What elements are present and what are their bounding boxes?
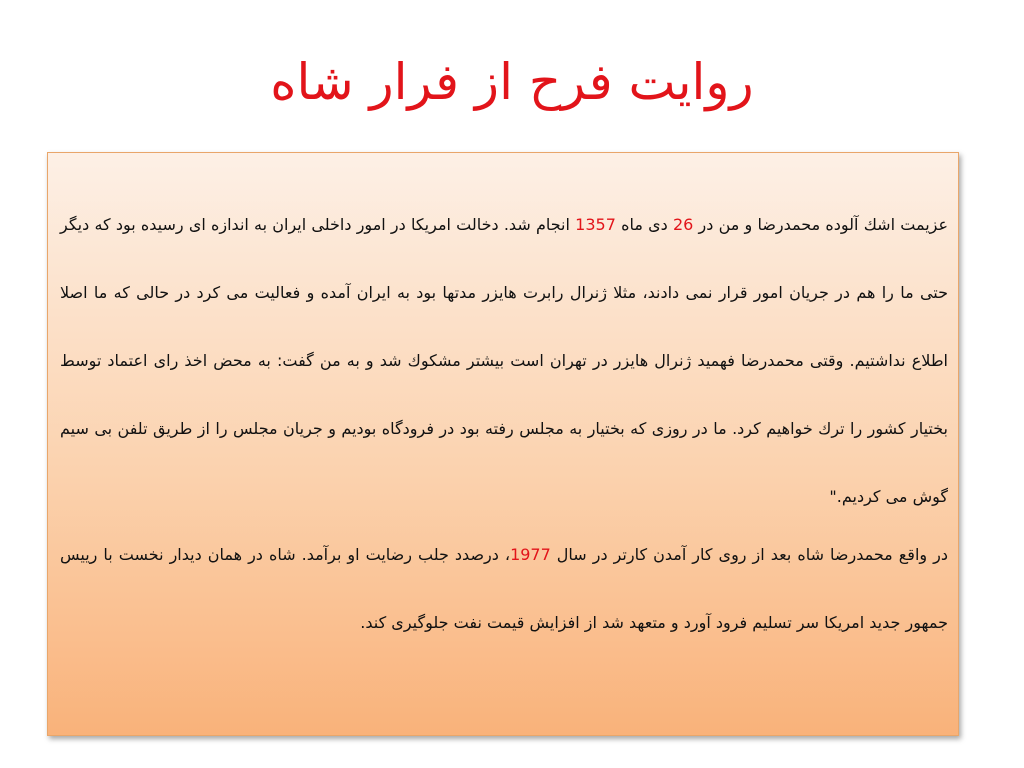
year-number-1357: 1357 [575, 215, 616, 234]
day-number: 26 [672, 215, 694, 234]
paragraph-2 [60, 521, 948, 657]
paragraph-1-text-1: عزیمت اشك آلوده محمدرضا و من در [693, 215, 949, 234]
paragraph-1 [60, 191, 948, 531]
year-number-1977: 1977 [510, 545, 551, 564]
content-box [47, 152, 959, 736]
slide-title: روایت فرح از فرار شاه [270, 53, 754, 111]
paragraph-1-text-2: دی ماه [615, 215, 673, 234]
paragraph-2-text-2: ، درصدد جلب رضایت او برآمد. شاه در همان دیدار نخست با رییس جمهور جدید امریكا سر تسلیم فرود آورد و متعهد شد از افزایش قیمت نفت جلوگیری كند. [60, 545, 948, 632]
paragraph-2-text-1: در واقع محمدرضا شاه بعد از روی كار آمدن كارتر در سال [550, 545, 948, 564]
paragraph-1-text-3: انجام شد. دخالت امریكا در امور داخلی ایران به اندازه ای رسیده بود كه دیگر حتی ما را هم در جریان امور قرار نمی دادند، مثلا ژنرال رابرت هایزر مدتها بود به ایران آمده و فعالیت می كرد در حالی كه ما اصلا اطلاع نداشتیم. وقتی محمدرضا فهمید ژنرال هایزر در تهران است بیشتر مشكوك شد و به من گفت: به محض اخذ رای اعتماد توسط بختیار كشور را ترك خواهیم كرد. ما در روزی كه بختیار به مجلس رفته بود در فرودگاه بودیم و جریان مجلس را از طریق تلفن بی سیم گوش می كردیم." [60, 215, 948, 506]
